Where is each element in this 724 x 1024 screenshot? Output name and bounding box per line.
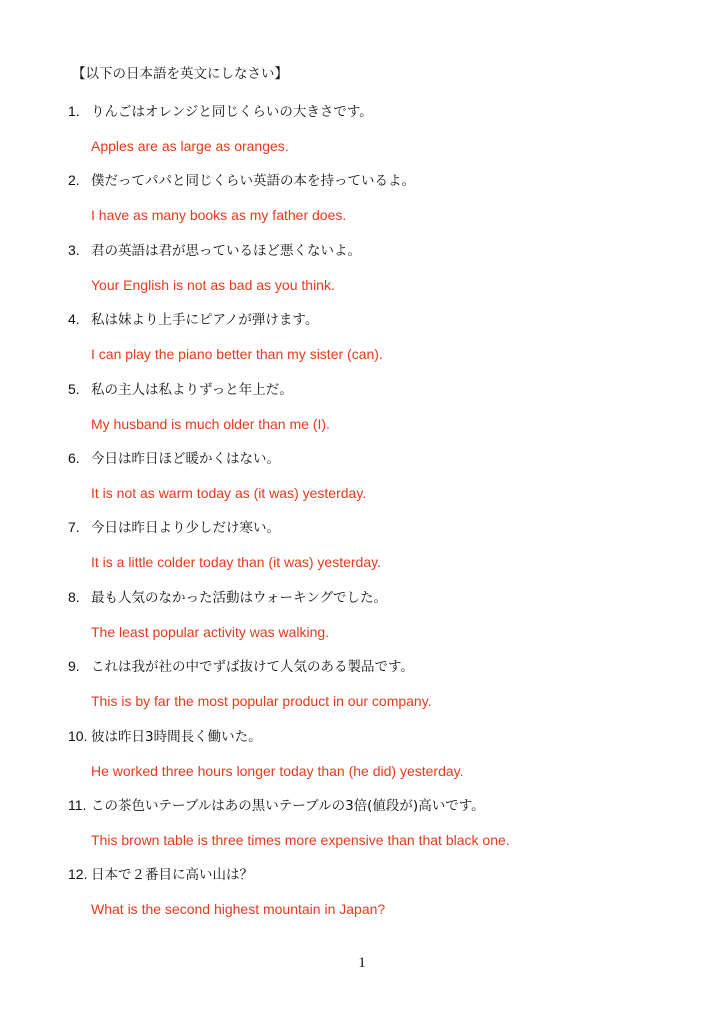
english-answer: My husband is much older than me (I). — [91, 415, 330, 432]
question-line — [68, 239, 361, 261]
question-number: 9. — [68, 658, 80, 675]
japanese-sentence: 私は妹より上手にピアノが弾けます。 — [91, 312, 319, 329]
question-line — [68, 794, 485, 816]
english-answer: The least popular activity was walking. — [91, 623, 330, 640]
english-answer: It is not as warm today as (it was) yesterday. — [91, 484, 367, 501]
japanese-sentence: 私の主人は私よりずっと年上だ。 — [91, 381, 293, 398]
english-answer: What is the second highest mountain in Japan? — [91, 901, 386, 918]
exercise-item-10 — [68, 725, 688, 794]
question-line — [68, 725, 262, 747]
worksheet-heading: 【以下の日本語を英文にしなさい】 — [72, 66, 288, 82]
exercise-item-7 — [68, 516, 688, 585]
exercise-item-9 — [68, 655, 688, 724]
english-answer: It is a little colder today than (it was) yesterday. — [91, 554, 381, 571]
english-answer: This brown table is three times more expensive than that black one. — [91, 831, 510, 848]
question-number: 8. — [68, 588, 80, 605]
question-number: 2. — [68, 172, 80, 189]
exercise-item-6 — [68, 447, 688, 516]
question-number: 3. — [68, 241, 80, 258]
question-number: 5. — [68, 380, 80, 397]
japanese-sentence: 僕だってパパと同じくらい英語の本を持っているよ。 — [91, 173, 415, 190]
japanese-sentence: 日本で２番目に高い山は？ — [91, 867, 253, 884]
japanese-sentence: りんごはオレンジと同じくらいの大きさです。 — [91, 104, 373, 120]
question-line — [68, 655, 414, 677]
question-line — [68, 169, 415, 191]
japanese-sentence: 今日は昨日より少しだけ寒い。 — [91, 520, 280, 537]
question-line — [68, 447, 280, 469]
exercise-list — [68, 100, 688, 933]
question-line — [68, 378, 293, 400]
exercise-item-5 — [68, 378, 688, 447]
english-answer: Your English is not as bad as you think. — [91, 276, 335, 293]
japanese-sentence: 君の英語は君が思っているほど悪くないよ。 — [91, 242, 361, 259]
question-line — [68, 308, 318, 330]
question-line — [68, 863, 253, 885]
question-number: 4. — [68, 311, 80, 328]
exercise-item-3 — [68, 239, 688, 308]
english-answer: This is by far the most popular product in our company. — [91, 693, 432, 710]
exercise-item-12 — [68, 863, 688, 932]
english-answer: Apples are as large as oranges. — [91, 138, 289, 154]
question-number: 6. — [68, 449, 80, 466]
japanese-sentence: 今日は昨日ほど暖かくはない。 — [91, 450, 280, 467]
question-number: 7. — [68, 519, 80, 536]
japanese-sentence: この茶色いテーブルはあの黒いテーブルの3倍(値段が)高いです。 — [91, 797, 485, 814]
exercise-item-2 — [68, 169, 688, 238]
question-number: 1. — [68, 103, 80, 119]
english-answer: I have as many books as my father does. — [91, 207, 347, 224]
exercise-item-1 — [68, 100, 688, 169]
exercise-item-11 — [68, 794, 688, 863]
question-line — [68, 100, 373, 122]
question-number: 10. — [68, 727, 88, 744]
page-number: 1 — [358, 955, 366, 971]
japanese-sentence: 最も人気のなかった活動はウォーキングでした。 — [91, 589, 388, 606]
exercise-item-8 — [68, 586, 688, 655]
japanese-sentence: これは我が社の中でずば抜けて人気のある製品です。 — [91, 659, 414, 676]
exercise-item-4 — [68, 308, 688, 377]
question-number: 11. — [68, 796, 87, 813]
japanese-sentence: 彼は昨日3時間長く働いた。 — [91, 728, 262, 745]
english-answer: I can play the piano better than my sister (can). — [91, 346, 383, 363]
english-answer: He worked three hours longer today than (he did) yesterday. — [91, 762, 464, 779]
question-number: 12. — [68, 866, 88, 883]
question-line — [68, 516, 280, 538]
question-line — [68, 586, 387, 608]
